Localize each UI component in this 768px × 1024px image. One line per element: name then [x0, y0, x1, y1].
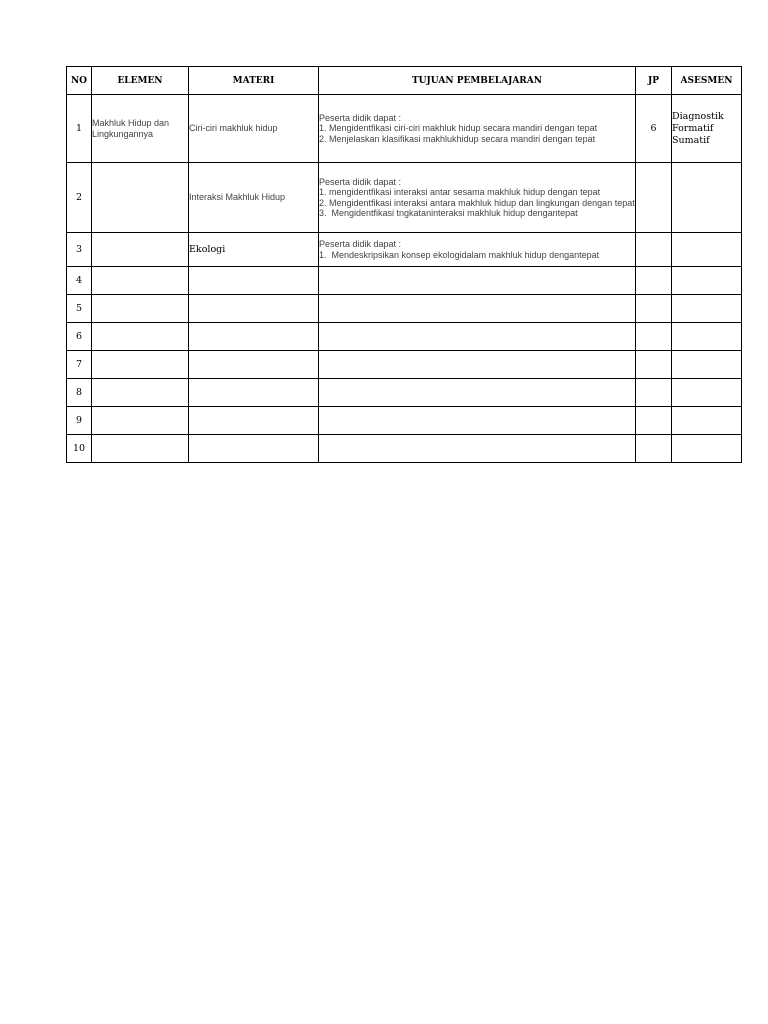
tujuan-cell: [319, 407, 636, 435]
row-number: 4: [67, 267, 92, 295]
table-row: [67, 435, 742, 463]
jp-cell: [636, 351, 672, 379]
jp-cell: [636, 267, 672, 295]
learning-objectives-table: [66, 66, 742, 463]
jp-cell: [636, 407, 672, 435]
jp-cell: [636, 435, 672, 463]
table-row: [67, 323, 742, 351]
elemen-cell: [92, 323, 189, 351]
materi-cell: [189, 407, 319, 435]
asesmen-cell: [672, 163, 742, 233]
asesmen-item: Diagnostik: [672, 110, 724, 122]
row-number: 2: [67, 163, 92, 233]
header-jp: JP: [636, 67, 672, 95]
row-number: 7: [67, 351, 92, 379]
jp-cell: [636, 323, 672, 351]
materi-cell: Ciri-ciri makhluk hidup: [189, 95, 319, 163]
tujuan-line: 1. Mengidentfikasi ciri-ciri makhluk hidup secara mandiri dengan tepat: [319, 123, 598, 134]
tujuan-line: 1. Mendeskripsikan konsep ekologidalam makhluk hidup dengantepat: [319, 249, 600, 260]
materi-cell: [189, 435, 319, 463]
tujuan-cell: [319, 95, 636, 163]
tujuan-line: 3. Mengidentfikasi tngkataninteraksi makhluk hidup dengantepat: [319, 207, 578, 218]
materi-cell: [189, 267, 319, 295]
tujuan-cell: [319, 233, 636, 267]
tujuan-line: 2. Mengidentfikasi interaksi antara makhluk hidup dan lingkungan dengan tepat: [319, 197, 635, 208]
elemen-cell: [92, 435, 189, 463]
asesmen-cell: [672, 267, 742, 295]
elemen-cell: [92, 379, 189, 407]
asesmen-cell: [672, 95, 742, 163]
jp-cell: [636, 379, 672, 407]
asesmen-item: Formatif: [672, 122, 714, 134]
table-row: [67, 379, 742, 407]
elemen-cell: [92, 407, 189, 435]
row-number: 8: [67, 379, 92, 407]
materi-cell: Interaksi Makhluk Hidup: [189, 163, 319, 233]
tujuan-line: Peserta didik dapat :: [319, 113, 402, 124]
table-row: [67, 351, 742, 379]
tujuan-line: 1. mengidentfikasi interaksi antar sesama makhluk hidup dengan tepat: [319, 187, 601, 198]
row-number: 5: [67, 295, 92, 323]
materi-cell: Ekologi: [189, 233, 319, 267]
tujuan-cell: [319, 379, 636, 407]
header-elemen: ELEMEN: [92, 67, 189, 95]
jp-cell: [636, 233, 672, 267]
tujuan-line: Peserta didik dapat :: [319, 176, 402, 187]
asesmen-cell: [672, 323, 742, 351]
table-row: [67, 233, 742, 267]
elemen-cell: [92, 351, 189, 379]
asesmen-cell: [672, 379, 742, 407]
tujuan-cell: [319, 435, 636, 463]
materi-cell: [189, 323, 319, 351]
jp-cell: 6: [636, 95, 672, 163]
elemen-cell: [92, 163, 189, 233]
tujuan-line: 2. Menjelaskan klasifikasi makhlukhidup secara mandiri dengan tepat: [319, 133, 596, 144]
materi-cell: [189, 379, 319, 407]
asesmen-cell: [672, 351, 742, 379]
asesmen-cell: [672, 435, 742, 463]
tujuan-cell: [319, 295, 636, 323]
row-number: 10: [67, 435, 92, 463]
jp-cell: [636, 295, 672, 323]
header-row: [67, 67, 742, 95]
elemen-cell: [92, 233, 189, 267]
tujuan-cell: [319, 351, 636, 379]
asesmen-cell: [672, 233, 742, 267]
header-no: NO: [67, 67, 92, 95]
asesmen-cell: [672, 295, 742, 323]
materi-cell: [189, 295, 319, 323]
tujuan-cell: [319, 163, 636, 233]
jp-cell: [636, 163, 672, 233]
row-number: 6: [67, 323, 92, 351]
tujuan-cell: [319, 323, 636, 351]
tujuan-line: Peserta didik dapat :: [319, 239, 402, 250]
elemen-cell: [92, 295, 189, 323]
table-row: [67, 163, 742, 233]
table-row: [67, 295, 742, 323]
asesmen-item: Sumatif: [672, 134, 710, 146]
elemen-cell: [92, 267, 189, 295]
table-row: [67, 407, 742, 435]
table-row: [67, 95, 742, 163]
elemen-cell: Makhluk Hidup dan Lingkungannya: [92, 95, 189, 163]
row-number: 9: [67, 407, 92, 435]
row-number: 1: [67, 95, 92, 163]
row-number: 3: [67, 233, 92, 267]
asesmen-cell: [672, 407, 742, 435]
header-tujuan: TUJUAN PEMBELAJARAN: [319, 67, 636, 95]
table-row: [67, 267, 742, 295]
materi-cell: [189, 351, 319, 379]
header-materi: MATERI: [189, 67, 319, 95]
header-asesmen: ASESMEN: [672, 67, 742, 95]
tujuan-cell: [319, 267, 636, 295]
